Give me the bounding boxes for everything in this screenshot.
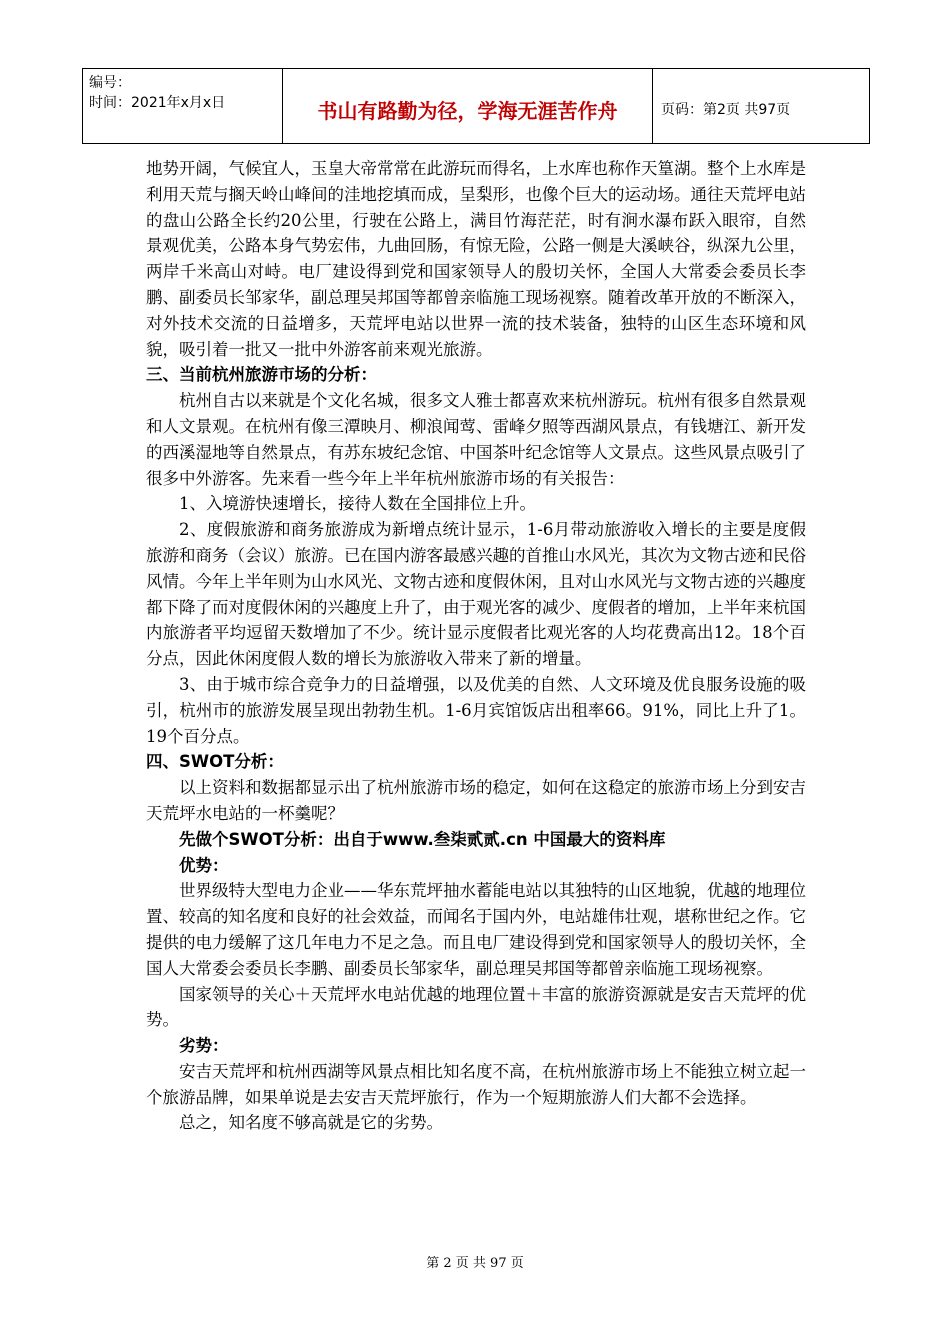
document-date: 时间：2021年x月x日: [89, 95, 226, 111]
body-paragraph: 安吉天荒坪和杭州西湖等风景点相比知名度不高，在杭州旅游市场上不能独立树立起一个旅游品牌，如果单说是去安吉天荒坪旅行，作为一个短期旅游人们大都不会选择。: [146, 1061, 806, 1107]
body-paragraph: 总之，知名度不够高就是它的劣势。: [179, 1113, 443, 1133]
body-paragraph: 地势开阔，气候宜人，玉皇大帝常常在此游玩而得名，上水库也称作天篁湖。整个上水库是利用天荒与搁天岭山峰间的洼地挖填而成，呈梨形，也像个巨大的运动场。通往天荒坪电站的盘山公路全长约20公里，行驶在公路上，满目竹海茫茫，时有涧水瀑布跃入眼帘，自然景观优美，公路本身气势宏伟，九曲回肠，有惊无险，公路一侧是大溪峡谷，纵深九公里，两岸千米高山对峙。电厂建设得到党和国家领导人的殷切关怀，全国人大常委会委员长李鹏、副委员长邹家华，副总理吴邦国等都曾亲临施工现场视察。随着改革开放的不断深入，对外技术交流的日益增多，天荒坪电站以世界一流的技术装备，独特的山区生态环境和风貌，吸引着一批又一批中外游客前来观光旅游。: [146, 159, 806, 359]
header-meta: [83, 69, 283, 143]
page-footer: 第 2 页 共 97 页: [426, 1256, 524, 1271]
document-body: [146, 156, 806, 1136]
body-paragraph: 国家领导的关心＋天荒坪水电站优越的地理位置＋丰富的旅游资源就是安吉天荒坪的优势。: [146, 984, 806, 1030]
section-heading: 三、当前杭州旅游市场的分析：: [146, 365, 377, 385]
section-heading: 四、SWOT分析：: [146, 752, 284, 772]
section-heading: 先做个SWOT分析：出自于www.叁柒贰贰.cn 中国最大的资料库: [179, 829, 666, 849]
body-paragraph: 3、由于城市综合竞争力的日益增强，以及优美的自然、人文环境及优良服务设施的吸引，杭州市的旅游发展呈现出勃勃生机。1-6月宾馆饭店出租率66。91%，同比上升了1。19个百分点。: [146, 674, 806, 746]
document-number-label: 编号：: [89, 75, 131, 91]
header-page-info: 页码：第2页 共97页: [661, 102, 791, 118]
section-heading: 劣势：: [179, 1036, 229, 1056]
header-motto: 书山有路勤为径，学海无涯苦作舟: [283, 69, 653, 143]
body-paragraph: 1、入境游快速增长，接待人数在全国排位上升。: [179, 494, 536, 514]
body-paragraph: 杭州自古以来就是个文化名城，很多文人雅士都喜欢来杭州游玩。杭州有很多自然景观和人文景观。在杭州有像三潭映月、柳浪闻莺、雷峰夕照等西湖风景点，有钱塘江、新开发的西溪湿地等自然景点，有苏东坡纪念馆、中国茶叶纪念馆等人文景点。这些风景点吸引了很多中外游客。先来看一些今年上半年杭州旅游市场的有关报告：: [146, 391, 806, 488]
section-heading: 优势：: [179, 855, 229, 875]
document-header: [82, 68, 870, 144]
body-paragraph: 以上资料和数据都显示出了杭州旅游市场的稳定，如何在这稳定的旅游市场上分到安吉天荒坪水电站的一杯羹呢？: [146, 778, 806, 823]
body-paragraph: 2、度假旅游和商务旅游成为新增点统计显示，1-6月带动旅游收入增长的主要是度假旅游和商务（会议）旅游。已在国内游客最感兴趣的首推山水风光，其次为文物古迹和民俗风情。今年上半年则为山水风光、文物古迹和度假休闲，且对山水风光与文物古迹的兴趣度都下降了而对度假休闲的兴趣度上升了，由于观光客的减少、度假者的增加，上半年来杭国内旅游者平均逗留天数增加了不少。统计显示度假者比观光客的人均花费高出12。18个百分点，因此休闲度假人数的增长为旅游收入带来了新的增量。: [146, 520, 806, 669]
body-paragraph: 世界级特大型电力企业——华东荒坪抽水蓄能电站以其独特的山区地貌，优越的地理位置、较高的知名度和良好的社会效益，而闻名于国内外，电站雄伟壮观，堪称世纪之作。它提供的电力缓解了这几年电力不足之急。而且电厂建设得到党和国家领导人的殷切关怀，全国人大常委会委员长李鹏、副委员长邹家华，副总理吴邦国等都曾亲临施工现场视察。: [146, 881, 806, 978]
